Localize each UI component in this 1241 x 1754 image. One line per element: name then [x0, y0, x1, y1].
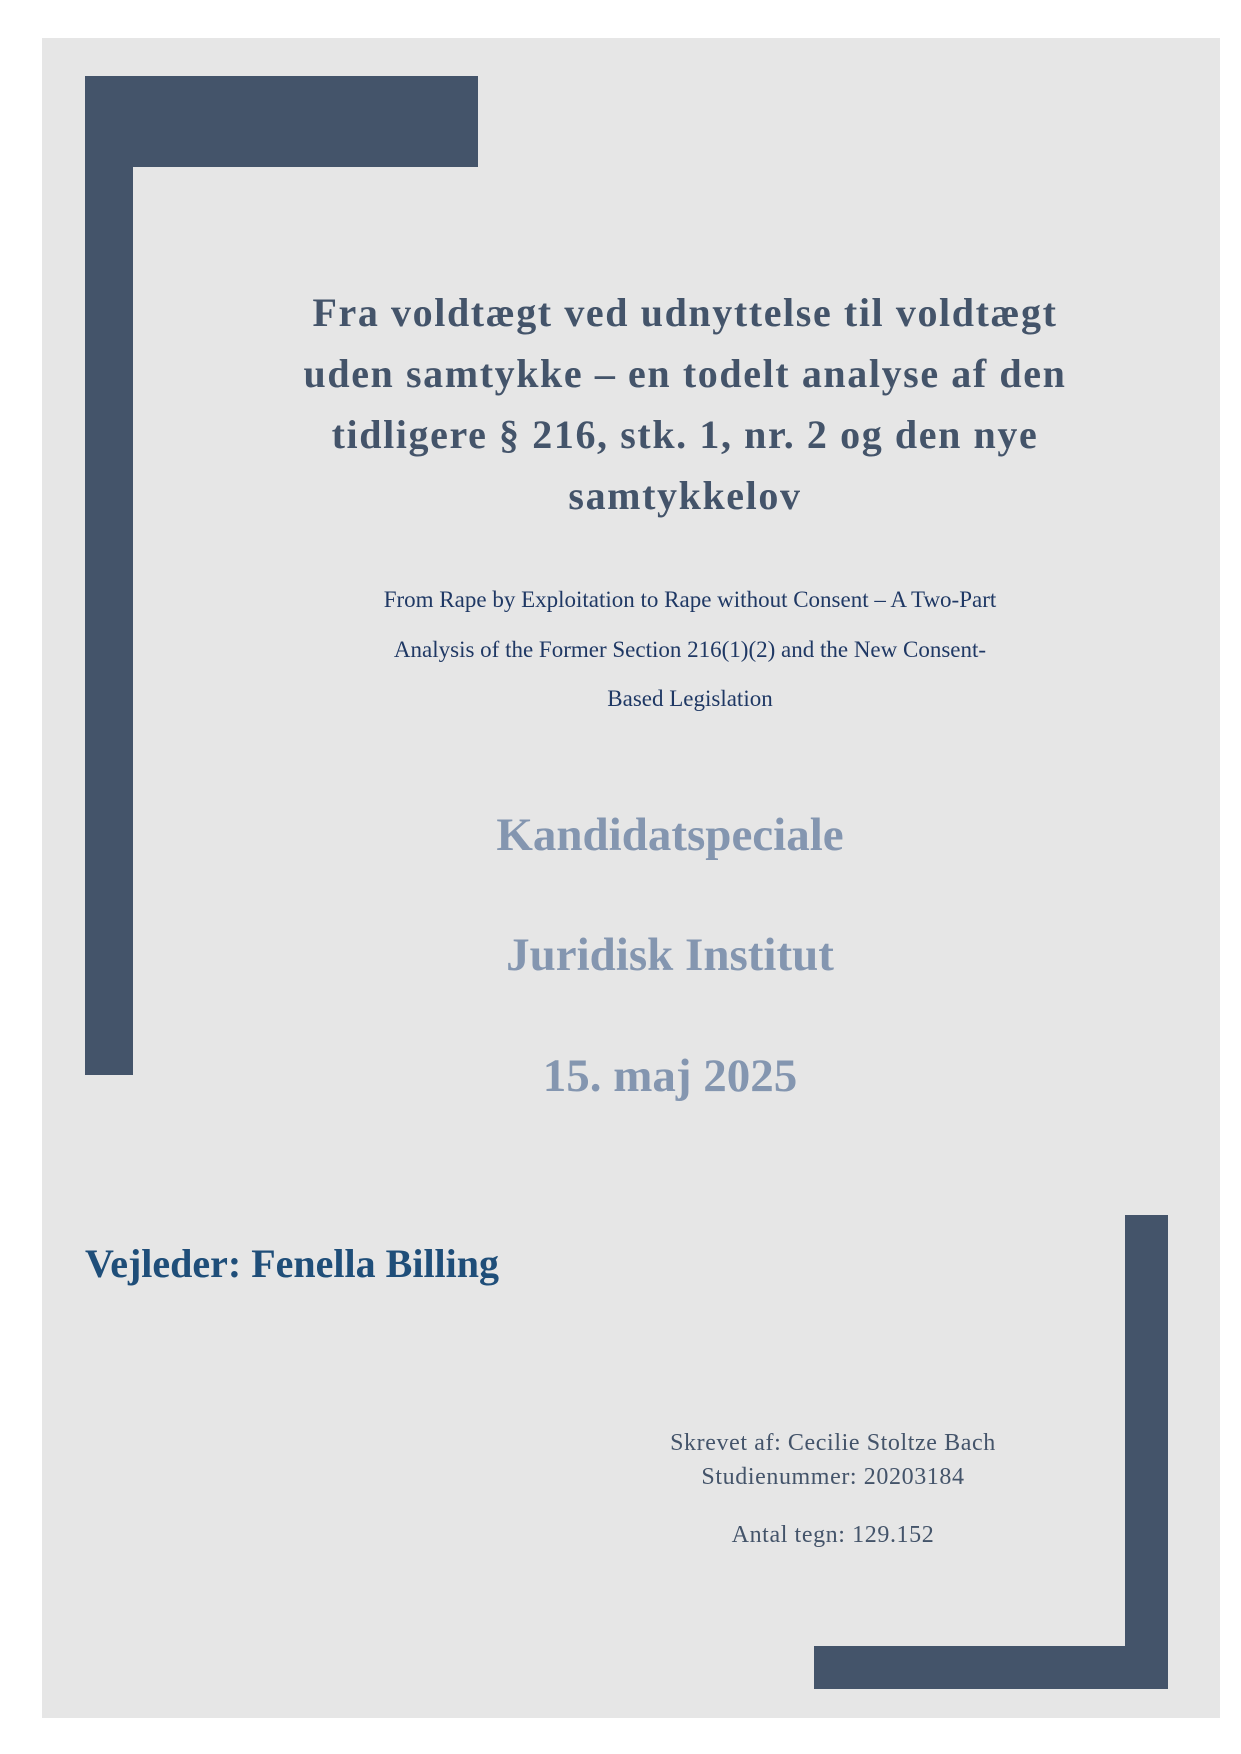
english-subtitle — [290, 575, 1090, 724]
date: 15. maj 2025 — [542, 1050, 798, 1102]
title-line: uden samtykke – en todelt analyse af den — [303, 351, 1067, 396]
subtitle-line: Analysis of the Former Section 216(1)(2) and the New Consent- — [393, 636, 987, 662]
subtitle-line: From Rape by Exploitation to Rape without Consent – A Two-Part — [383, 587, 997, 612]
bottom-right-bracket-horizontal — [814, 1646, 1168, 1689]
top-left-bracket-vertical — [85, 76, 133, 1075]
thesis-type: Kandidatspeciale — [496, 809, 844, 861]
supervisor: Vejleder: Fenella Billing — [85, 1241, 500, 1286]
thesis-title — [230, 282, 1140, 526]
title-line: Fra voldtægt ved udnyttelse til voldtægt — [312, 290, 1058, 335]
character-count: Antal tegn: 129.152 — [731, 1522, 935, 1548]
bottom-right-bracket-vertical — [1125, 1215, 1168, 1689]
student-number: Studienummer: 20203184 — [701, 1464, 965, 1490]
top-left-bracket-horizontal — [85, 76, 478, 167]
title-line: samtykkelov — [568, 473, 802, 518]
author: Skrevet af: Cecilie Stoltze Bach — [670, 1430, 996, 1456]
subtitle-line: Based Legislation — [607, 686, 773, 711]
institute: Juridisk Institut — [506, 929, 834, 981]
title-line: tidligere § 216, stk. 1, nr. 2 og den nye — [331, 412, 1039, 457]
